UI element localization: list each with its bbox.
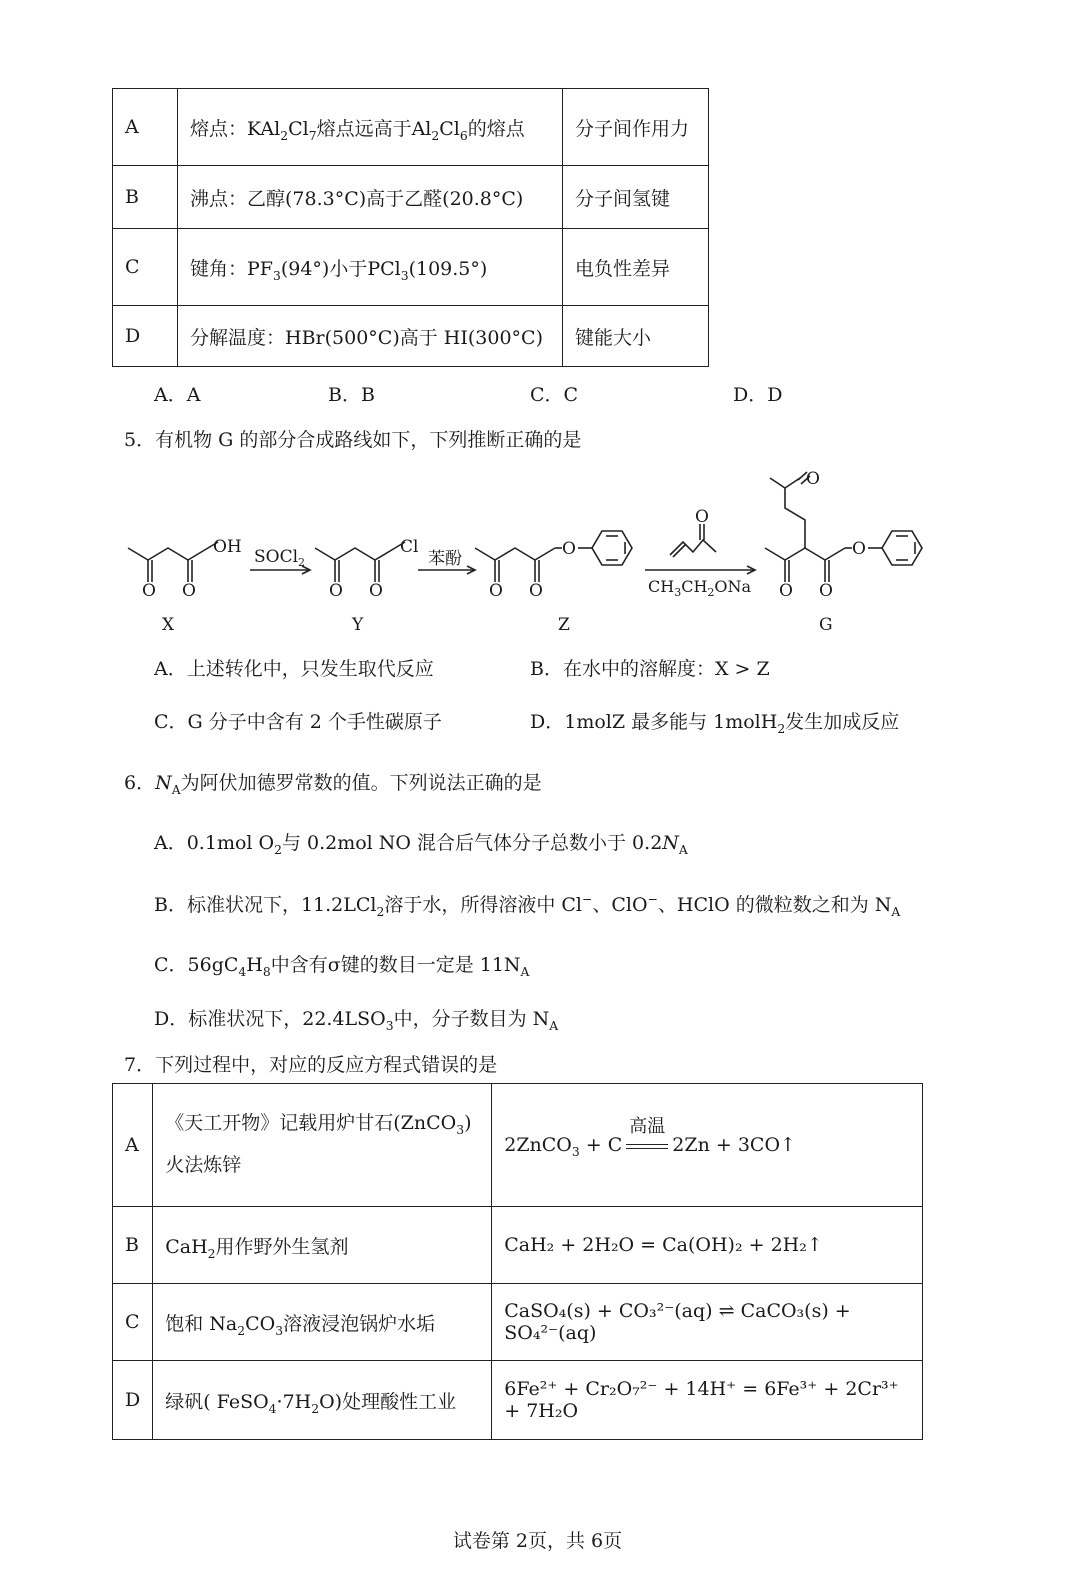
q4-option-d: D．D bbox=[733, 384, 783, 406]
fact-cell: 沸点：乙醇(78.3°C)高于乙醛(20.8°C) bbox=[178, 166, 563, 229]
equation-cell: 6Fe²⁺ + Cr₂O₇²⁻ + 14H⁺ = 6Fe³⁺ + 2Cr³⁺ + 7H₂O bbox=[492, 1361, 923, 1440]
fact-cell: 分解温度：HBr(500°C)高于 HI(300°C) bbox=[178, 306, 563, 367]
desc-cell: 绿矾( $FeSO_4\cdot 7H_2O$)处理酸性工业 bbox=[153, 1361, 492, 1440]
equation-cell: 2ZnCO$_3$ + C 高温 2Zn + 3CO↑ bbox=[492, 1084, 923, 1207]
desc-cell: CaH$_2$用作野外生氢剂 bbox=[153, 1207, 492, 1284]
table-row bbox=[113, 1207, 923, 1284]
y-o2-label: O bbox=[369, 581, 383, 601]
reagent-socl2: SOCl$_2$ bbox=[254, 547, 306, 569]
page-footer: 试卷第 2页，共 6页 bbox=[452, 1530, 623, 1552]
compound-g-label: G bbox=[819, 615, 833, 635]
q6-option-a: A．0.1mol $O_2$与 0.2mol NO 混合后气体分子总数小于 $0.2N_A$ bbox=[154, 832, 688, 857]
z-ether-o-label: O bbox=[562, 539, 576, 559]
x-o1-label: O bbox=[142, 581, 156, 601]
q6-option-c: C．$56gC_4H_8$中含有σ键的数目一定是 $11N_A$ bbox=[154, 954, 530, 979]
fact-cell: 键角：$PF_3(94^\circ)$小于PCl$_3$(109.5°) bbox=[178, 229, 563, 306]
table-row bbox=[113, 89, 709, 166]
equation-cell: CaSO₄(s) + CO₃²⁻(aq) ⇌ CaCO₃(s) + SO₄²⁻(aq) bbox=[492, 1284, 923, 1361]
table-row bbox=[113, 229, 709, 306]
g-ketone-o-label: O bbox=[806, 469, 820, 489]
q4-option-a: A．A bbox=[154, 384, 201, 406]
q4-option-b: B．B bbox=[328, 384, 375, 406]
table-row bbox=[113, 306, 709, 367]
reason-cell: 键能大小 bbox=[563, 306, 709, 367]
reagent-naoet: $CH_3CH_2ONa$ bbox=[648, 577, 752, 599]
q4-table bbox=[112, 88, 709, 367]
q5-option-c: C．G 分子中含有 2 个手性碳原子 bbox=[154, 711, 442, 733]
q5-stem: 5．有机物 G 的部分合成路线如下，下列推断正确的是 bbox=[124, 429, 582, 451]
row-letter: C bbox=[113, 229, 178, 306]
compound-x-label: X bbox=[162, 615, 175, 635]
x-skeleton bbox=[128, 548, 208, 560]
x-o2-label: O bbox=[182, 581, 196, 601]
desc-cell: 《天工开物》记载用炉甘石(ZnCO$_3$) 火法炼锌 bbox=[153, 1084, 492, 1207]
row-letter: B bbox=[113, 1207, 153, 1284]
y-o1-label: O bbox=[329, 581, 343, 601]
table-row bbox=[113, 166, 709, 229]
reaction-condition: 高温 bbox=[622, 1134, 672, 1156]
q6-option-b: B．标准状况下，11.2LCl$_2$溶于水，所得溶液中 Cl−、ClO−、HClO 的微粒数之和为 $N_A$ bbox=[154, 892, 901, 919]
table-row bbox=[113, 1284, 923, 1361]
g-ether-o-label: O bbox=[852, 539, 866, 559]
q5-option-a: A．上述转化中，只发生取代反应 bbox=[154, 658, 434, 680]
row-letter: D bbox=[113, 306, 178, 367]
reason-cell: 分子间氢键 bbox=[563, 166, 709, 229]
table-row bbox=[113, 1084, 923, 1207]
q4-option-c: C．C bbox=[530, 384, 579, 406]
equation-cell: CaH₂ + 2H₂O = Ca(OH)₂ + 2H₂↑ bbox=[492, 1207, 923, 1284]
reason-cell: 电负性差异 bbox=[563, 229, 709, 306]
synthesis-route-diagram bbox=[110, 460, 950, 640]
q7-stem: 7．下列过程中，对应的反应方程式错误的是 bbox=[124, 1054, 498, 1076]
g-o2-label: O bbox=[819, 581, 833, 601]
row-letter: C bbox=[113, 1284, 153, 1361]
q5-option-d: D．1molZ 最多能与 1molH$_2$发生加成反应 bbox=[530, 711, 900, 736]
row-letter: B bbox=[113, 166, 178, 229]
x-oh-label: OH bbox=[213, 537, 242, 557]
desc-cell: 饱和 $Na_2CO_3$溶液浸泡锅炉水垢 bbox=[153, 1284, 492, 1361]
compound-y-label: Y bbox=[352, 615, 364, 635]
z-o2-label: O bbox=[529, 581, 543, 601]
table-row bbox=[113, 1361, 923, 1440]
mvk-o-label: O bbox=[695, 507, 709, 527]
compound-z-label: Z bbox=[558, 615, 570, 635]
row-letter: A bbox=[113, 1084, 153, 1207]
z-o1-label: O bbox=[489, 581, 503, 601]
row-letter: A bbox=[113, 89, 178, 166]
row-letter: D bbox=[113, 1361, 153, 1440]
q6-option-d: D．标准状况下，$22.4LSO_3$中，分子数目为 $N_A$ bbox=[154, 1008, 559, 1033]
reagent-phenol: 苯酚 bbox=[428, 549, 462, 569]
reason-cell: 分子间作用力 bbox=[563, 89, 709, 166]
q5-option-b: B．在水中的溶解度：X > Z bbox=[530, 658, 770, 680]
q6-stem: 6．$N_A$为阿伏加德罗常数的值。下列说法正确的是 bbox=[124, 772, 542, 797]
fact-cell: 熔点：$KAl_2Cl_7$熔点远高于$Al_2Cl_6$的熔点 bbox=[178, 89, 563, 166]
q7-table bbox=[112, 1083, 923, 1440]
g-o1-label: O bbox=[779, 581, 793, 601]
y-cl-label: Cl bbox=[400, 537, 419, 557]
